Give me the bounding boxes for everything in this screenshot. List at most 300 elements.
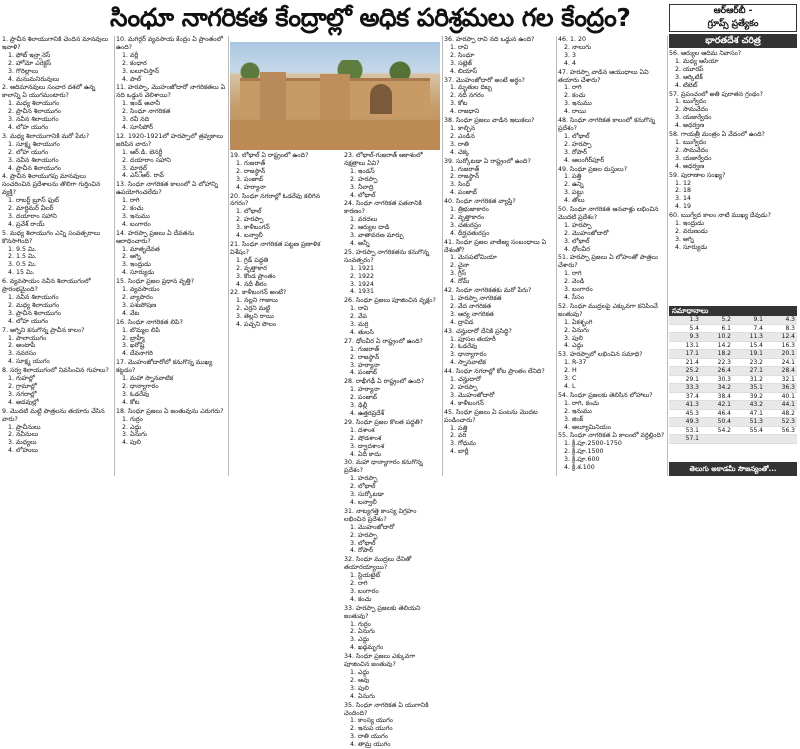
answer-cell: 40.1 xyxy=(765,392,797,401)
question-item xyxy=(2,408,112,455)
answer-cell: 26.4 xyxy=(701,367,733,376)
answer-option: 1. మాతృదేవత xyxy=(122,245,160,253)
question-item xyxy=(444,77,554,117)
question-item xyxy=(116,319,226,359)
answer-option: 3. ఇనుము xyxy=(564,100,592,108)
question-text: 24. సింధూ నాగరికత పతనానికి కారణం? xyxy=(344,200,422,216)
answer-option: 1. గుర్రం xyxy=(122,415,143,423)
answer-option: 1. వర్లీ xyxy=(122,51,139,59)
answer-row xyxy=(669,384,797,393)
answer-option: 3. నీలాద్రి xyxy=(350,183,374,191)
answer-option: 2. వేద నాగరికత xyxy=(450,302,492,310)
answer-option: 2. వృత్తాకారం xyxy=(450,213,485,221)
question-text: 46. 1. 20 xyxy=(558,36,587,43)
answer-option: 1. ఋగ్వేదం xyxy=(675,98,707,106)
answer-cell: 57.1 xyxy=(669,435,701,444)
answer-option: 4. లోహ యుగం xyxy=(8,317,49,325)
answer-option: 1. ప్రాచీనులు xyxy=(8,423,41,431)
answer-option: 4. 15 మి. xyxy=(8,269,35,277)
question-text: 20. సింధూ నగరాల్లో ఓడరేవు కలిగిన నగరం? xyxy=(230,192,321,208)
answer-cell: 13.1 xyxy=(669,341,701,350)
answer-option: 1. ఋగ్వేదం xyxy=(675,138,707,146)
question-item xyxy=(444,198,554,238)
question-text: 60. ఋగ్వేద కాలం నాటి ముఖ్య దేవుడు? xyxy=(669,212,771,220)
answer-option: 2. చైనా xyxy=(450,262,470,270)
question-item xyxy=(2,173,112,228)
answer-option: 1. 9.5 మి. xyxy=(8,245,37,253)
answer-option: 1. ఇండ్ అవానీ xyxy=(122,100,161,108)
answer-option: 4. వేట xyxy=(122,309,140,317)
answer-option: 1. హరప్పా xyxy=(564,221,592,229)
answer-cell: 51.3 xyxy=(733,418,765,427)
answer-option: 4. బంగారం xyxy=(122,220,151,228)
question-text: 13. సింధూ నాగరికత కాలంలో ఏ లోహాన్ని ఉపయోగించలేదు? xyxy=(116,181,218,197)
question-column-4 xyxy=(344,152,440,749)
answer-option: 4. టిబెట్ xyxy=(675,81,698,89)
question-item xyxy=(344,508,440,555)
answer-option: 3. ద్వాదశాంశ xyxy=(350,442,385,450)
answer-option: 2. వరుణుడు xyxy=(675,227,708,235)
answer-option: 4. ప్రాచీన శిలాయుగం xyxy=(8,164,61,172)
answer-option: 4. L xyxy=(564,382,576,390)
answer-option: 3. హర్యానా xyxy=(350,361,380,369)
answer-option: 2. 1.5 మి. xyxy=(8,253,37,261)
question-item xyxy=(116,181,226,228)
question-item xyxy=(444,328,554,368)
answer-cell: 19.1 xyxy=(733,350,765,359)
answer-cell: 5.2 xyxy=(701,316,733,324)
answer-option: 4. ఉత్తరప్రదేశ్ xyxy=(350,410,385,417)
answer-option: 1. ఎద్దు xyxy=(350,669,370,676)
answer-option: 3. C xyxy=(564,375,577,383)
question-text: 58. గాయత్రీ మంత్రం ఏ వేదంలో ఉంది? xyxy=(669,131,765,139)
question-item xyxy=(558,254,666,301)
answer-cell: 16.3 xyxy=(765,341,797,350)
question-text: 29. సింధూ ప్రజల కొలత పద్ధతి? xyxy=(344,418,424,426)
answer-cell: 49.3 xyxy=(669,418,701,427)
question-item xyxy=(669,131,797,171)
answer-option: 4. మనుమనిరువులు xyxy=(8,75,60,83)
answer-cell: 27.1 xyxy=(733,367,765,376)
question-item xyxy=(2,230,112,277)
question-text: 50. సింధూ నాగరికత ఆనవాళ్లు లభించిన మొదటి ప్రదేశం? xyxy=(558,206,659,221)
question-item xyxy=(344,556,440,603)
question-text: 33. హరప్పా ప్రజలకు తెలియని జంతువు? xyxy=(344,604,421,620)
answer-option: 3. కోట xyxy=(450,100,468,108)
answer-cell: 17.1 xyxy=(669,350,701,359)
question-item xyxy=(344,338,440,378)
answer-option: 1. హరప్పా నాగరికత xyxy=(450,295,502,302)
answer-option: 2. హరప్పా xyxy=(564,140,592,148)
badge-line-1: ఆర్ఆర్‌బీ - xyxy=(713,6,753,16)
question-item xyxy=(116,278,226,318)
question-column-7 xyxy=(669,50,797,304)
answer-cell: 48.2 xyxy=(765,409,797,418)
answer-cell: 24.1 xyxy=(765,358,797,367)
answer-option: 3. పులి xyxy=(564,334,583,342)
question-text: 38. సింధూ ప్రజలు వాడిన ఇటుకలు? xyxy=(444,117,535,125)
answer-option: 2. రాజస్థాన్ xyxy=(236,167,266,175)
answer-row xyxy=(669,435,797,444)
answer-option: 3. 1924 xyxy=(350,280,375,288)
answer-option: 1. రావి xyxy=(350,305,369,313)
question-text: 9. మొదటి మట్టి పాత్రలను తయారు చేసిన వారు? xyxy=(2,407,105,423)
answer-option: 1. వ్యవసాయం xyxy=(122,286,160,294)
answer-row xyxy=(669,333,797,342)
answer-cell: 44.1 xyxy=(765,401,797,410)
answer-option: 3. పులి xyxy=(350,684,369,692)
question-item xyxy=(558,351,666,391)
answer-option: 4. హర్యానా xyxy=(236,183,266,191)
question-item xyxy=(444,117,554,157)
question-item xyxy=(444,239,554,286)
answer-row xyxy=(669,392,797,401)
answer-option: 2. అంటాపీ xyxy=(8,342,36,350)
answer-cell: 7.4 xyxy=(733,324,765,333)
answer-option: 4. అధర్వణ xyxy=(675,122,705,130)
answer-option: 2. గ్రామాల్లో xyxy=(8,382,37,390)
answer-option: 1. మధ్య శిలాయుగం xyxy=(8,100,60,108)
answer-cell: 22.3 xyxy=(701,358,733,367)
answer-cell: 29.1 xyxy=(669,375,701,384)
answer-option: 4. తులసి xyxy=(350,328,374,336)
answer-option: 1. క్రీ.పూ.2500-1750 xyxy=(564,440,622,448)
answer-cell: 28.4 xyxy=(765,367,797,376)
question-item xyxy=(2,36,112,83)
question-column-3 xyxy=(230,152,340,478)
answer-cell: 38.4 xyxy=(701,392,733,401)
answer-option: 4. సూర్యుడు xyxy=(122,269,155,277)
answer-option: 3. ఆర్కిటిక్ xyxy=(675,73,703,81)
answer-option: 1. గుజరాత్ xyxy=(350,345,380,353)
answer-option: 1. దశాంశ xyxy=(350,426,375,434)
question-text: 6. వ్యవసాయం నవీన శిలాయుగంలో ప్రారంభమైంది? xyxy=(2,278,91,294)
answer-option: 2. యూరప్ xyxy=(675,65,704,73)
question-item xyxy=(344,605,440,652)
answer-row xyxy=(669,418,797,427)
answer-option: 4. దీర్ఘచతురస్రం xyxy=(450,229,490,237)
question-item xyxy=(558,36,666,68)
answer-option: 2. ఇనుము xyxy=(564,407,592,415)
question-text: 35. సింధూ నాగరికత ఏ యుగానికి చెందింది? xyxy=(344,701,429,717)
answer-option: 2. 18 xyxy=(675,187,692,195)
answer-cell: 20.1 xyxy=(765,350,797,359)
answer-option: 3. 3 xyxy=(564,51,577,59)
answer-option: 3. బలూచిస్తాన్ xyxy=(122,67,159,75)
answer-option: 3. గ్రీస్ xyxy=(450,270,467,278)
badge-line-2: గ్రూప్స్ ప్రత్యేకం xyxy=(707,19,759,29)
answer-option: 2. ఉన్ని xyxy=(564,181,584,189)
answer-option: 2. షోడశాంశ xyxy=(350,434,382,442)
answer-option: 3. ధాన్యాగారం xyxy=(450,351,487,359)
question-item xyxy=(116,84,226,131)
answer-row xyxy=(669,324,797,333)
question-item xyxy=(116,133,226,180)
question-text: 28. రాఖీగఢీ ఏ రాష్ట్రంలో ఉంది? xyxy=(344,378,425,386)
question-item xyxy=(2,278,112,325)
answer-cell: 54.2 xyxy=(701,426,733,435)
answer-cell xyxy=(701,435,733,444)
answer-key xyxy=(669,306,797,444)
answer-option: 1. గుర్రం xyxy=(350,620,371,628)
question-text: 47. హరప్పా వాడిన ఆయుధాలు ఏవి తయారు చేశారు? xyxy=(558,68,649,84)
answer-option: 3. సింధ్ xyxy=(450,181,471,189)
question-text: 49. సింధూ ప్రజల దుస్తులు? xyxy=(558,165,628,173)
question-text: 14. హరప్పా ప్రజలు ఏ దేవతను ఆరాధించారు? xyxy=(116,229,195,245)
answer-option: 4. అల్యూమినియం xyxy=(564,423,611,431)
answer-option: 3. ప్రాచీన శిలాయుగం xyxy=(8,309,61,317)
answer-option: 3. అగ్ని xyxy=(675,235,694,243)
answer-option: 4. ప్రవేశ్ రాయ్ xyxy=(8,220,45,228)
answer-option: 3. సట్లెజ్ xyxy=(450,59,472,67)
answer-option: 3. లోథాల్ xyxy=(564,237,590,245)
answer-cell: 12.4 xyxy=(765,333,797,342)
answer-option: 3. చతురస్రం xyxy=(450,221,482,229)
question-text: 34. సింధూ ప్రజలు ఎక్కువగా పూజించిన జంతువు? xyxy=(344,653,416,669)
question-text: 2. ఆదిమానవులు సంచార దశలో ఉన్న కాలాన్ని ఏ యుగమంటారు? xyxy=(2,84,96,100)
answer-option: 1. R-37 xyxy=(564,359,587,367)
answer-option: 1. వరదలు xyxy=(350,216,378,224)
question-text: 27. ధోలవీర ఏ రాష్ట్రంలో ఉంది? xyxy=(344,337,423,345)
answer-option: 2. ఎర్రని మట్టి xyxy=(236,305,271,313)
question-text: 42. సింధూ నాగరికతకు మరో పేరు? xyxy=(444,287,532,295)
answer-cell: 15.4 xyxy=(733,341,765,350)
answer-option: 3. వాతావరణ మార్పు xyxy=(350,232,404,240)
question-text: 18. సింధూ ప్రజలు ఏ జంతువును ఎరుగరు? xyxy=(116,407,224,415)
answer-cell: 1.3 xyxy=(669,316,701,324)
question-item xyxy=(669,50,797,90)
answer-option: 3. రవీ నది xyxy=(122,116,150,124)
answer-option: 1. చన్హుదారో xyxy=(450,376,481,384)
answer-option: 4. పంజాబ్ xyxy=(350,369,377,377)
answer-option: 1. హర్యానా xyxy=(350,386,380,394)
question-item xyxy=(344,297,440,337)
question-item xyxy=(558,69,666,116)
answer-option: 4. స్నానవాటిక xyxy=(450,359,486,367)
answer-cell: 36.3 xyxy=(765,384,797,393)
answer-option: 2. అగ్ని xyxy=(122,253,141,261)
question-item xyxy=(444,368,554,408)
answer-option: 3. లోథాల్ xyxy=(350,539,376,547)
answer-cell: 9.1 xyxy=(733,316,765,324)
credit-footer: తెలుగు అకాడమీ సౌజన్యంతో... xyxy=(669,462,797,476)
answer-option: 1. ఫోట్ ఇన్ర్గానెస్ xyxy=(8,51,51,59)
answer-option: 4. చెక్క xyxy=(450,148,470,156)
answer-option: 4. రోమ్ xyxy=(450,278,470,286)
answer-option: 3. యజుర్వేదం xyxy=(675,114,712,122)
answer-cell: 14.2 xyxy=(701,341,733,350)
answer-cell: 41.3 xyxy=(669,401,701,410)
answer-cell: 53.1 xyxy=(669,426,701,435)
answer-option: 4. ఏనుగు xyxy=(350,692,375,700)
answer-option: 1. రావి xyxy=(450,43,469,51)
answer-option: 3. పంజాబ్ xyxy=(236,175,263,183)
answer-option: 3. ఢిల్లీ xyxy=(350,402,368,410)
answer-option: 4. పాల్ xyxy=(122,75,141,83)
question-text: 45. సింధూ ప్రజలు ఏ పంటను మొదట పండించారు? xyxy=(444,408,538,424)
exam-badge xyxy=(669,4,797,32)
answer-option: 1. పూసల తయారీ xyxy=(450,335,496,343)
answer-row xyxy=(669,316,797,324)
answer-option: 2. వేప xyxy=(350,313,367,321)
answer-option: 2. ఎండిన xyxy=(450,132,475,140)
answer-cell: 10.2 xyxy=(701,333,733,342)
question-text: 52. సింధూ ముద్రలపై ఎక్కువగా కనిపించే జంతువు? xyxy=(558,302,658,318)
arch-gateway xyxy=(370,84,392,114)
answer-cell: 11.3 xyxy=(733,333,765,342)
question-item xyxy=(558,392,666,432)
answer-option: 2. ధాన్యాగారం xyxy=(122,382,159,390)
answer-option: 2. ఏనుగు xyxy=(350,628,375,636)
answer-cell: 23.2 xyxy=(733,358,765,367)
answer-cell: 4.3 xyxy=(765,316,797,324)
answer-option: 1. లోథాల్ xyxy=(564,132,590,140)
answer-option: 3. తెల్లని రాయి xyxy=(236,313,274,321)
question-item xyxy=(558,206,666,253)
answer-option: 2. సింధూ నాగరికత xyxy=(122,108,171,116)
answer-option: 2. వృత్తాకార xyxy=(236,264,267,272)
answer-option: 3. ఏనుగు xyxy=(122,431,147,439)
answer-option: 3. యజుర్వేదం xyxy=(675,154,712,162)
answer-cell: 9.3 xyxy=(669,333,701,342)
question-item xyxy=(344,249,440,296)
answer-option: 3. దయారాం సహాని xyxy=(8,212,57,220)
question-text: 5. మధ్య శిలాయుగం ఎన్ని సంవత్సరాలు కొనసాగింది? xyxy=(2,229,101,245)
answer-cell: 35.1 xyxy=(733,384,765,393)
answer-option: 4. పంజాబ్ xyxy=(450,189,477,197)
answer-option: 4. తోలు xyxy=(564,197,585,205)
answer-option: 3. రాతి xyxy=(450,140,469,148)
answer-option: 2. లోహ యుగం xyxy=(8,148,49,156)
answer-cell: 33.3 xyxy=(669,384,701,393)
question-item xyxy=(558,432,666,472)
answer-option: 4. సూర్యుడు xyxy=(675,243,708,251)
archaeological-site-photo xyxy=(230,42,440,150)
answer-option: 3. కొండ ప్రాంతం xyxy=(236,272,276,280)
question-text: 55. సింధూ నాగరికత ఏ కాలంలో వర్ధిల్లింది? xyxy=(558,432,665,440)
answer-option: 4. ఏదీ కాదు xyxy=(350,450,382,458)
question-item xyxy=(116,408,226,448)
answer-cell: 6.1 xyxy=(701,324,733,333)
ground xyxy=(230,120,440,150)
answer-option: 1. కాంస్య యుగం xyxy=(350,717,393,725)
question-text: 7. అగ్నిని కనుగొన్న ప్రాచీన కాలం? xyxy=(2,326,85,334)
answer-option: 1. 12 xyxy=(675,179,692,187)
answer-option: 4. ధోలవీర xyxy=(564,245,590,253)
answer-option: 3. గోధుమ xyxy=(450,440,476,448)
answer-option: 4. అన్నీ xyxy=(350,239,370,247)
answer-option: 2. సామవేదం xyxy=(675,146,709,154)
answer-option: 2. బ్రాహ్మీ xyxy=(122,334,145,342)
answer-row xyxy=(669,341,797,350)
question-column-5 xyxy=(444,36,554,478)
question-item xyxy=(116,36,226,83)
question-text: 19. లోథాల్ ఏ రాష్ట్రంలో ఉంది? xyxy=(230,152,309,159)
question-text: 11. హరప్పా, మొహంజోదారో నాగరికతలు ఏ నది ఒడ్డున వెలిశాయి? xyxy=(116,84,226,100)
answer-option: 2. కంచు xyxy=(564,92,586,100)
answer-option: 4. 4 xyxy=(564,59,577,67)
answer-option: 1. గుహల్లో xyxy=(8,375,35,383)
question-item xyxy=(230,289,340,329)
answer-option: 1. ఇంద్రుడు xyxy=(675,220,705,228)
question-item xyxy=(344,200,440,247)
answer-option: 4. బియాస్ xyxy=(450,67,478,75)
answer-option: 1. 1921 xyxy=(350,264,375,272)
answer-option: 2. రాజస్థాన్ xyxy=(350,353,380,361)
answer-option: 3. ఇంద్రుడు xyxy=(122,261,152,269)
answer-option: 2. క్రీ.పూ.1500 xyxy=(564,448,604,456)
answer-option: 1. రాగి, కంచు xyxy=(564,399,600,407)
section-label: భారతదేశ చరిత్ర xyxy=(669,34,797,48)
question-text: 40. సింధూ నాగరికత వ్యాప్తి? xyxy=(444,198,516,206)
answer-option: 3. కాళీబంగన్ xyxy=(236,224,270,232)
question-text: 12. 1920-1921లో హరప్పాలో త్రవ్వకాలు జరిపిన వారు? xyxy=(116,132,224,148)
answer-option: 2. హరప్పా xyxy=(236,216,264,224)
answer-option: 1. మధ్య ఆసియా xyxy=(675,57,719,65)
answer-option: 3. ఖరోష్టి xyxy=(122,342,145,350)
answer-option: 2. నవీనులు xyxy=(8,431,39,439)
question-item xyxy=(558,166,666,206)
question-text: 30. మహా ధాన్యాగారం కనుగొన్న ప్రదేశం? xyxy=(344,459,423,475)
answer-option: 3. ఇనుము xyxy=(122,212,150,220)
question-column-6 xyxy=(558,36,666,478)
answer-option: 3. మర్రి xyxy=(350,321,369,329)
brick-tower xyxy=(320,74,350,120)
question-text: 51. హరప్పా ప్రజలు ఏ లోహంతో పాత్రలు చేశారు? xyxy=(558,254,658,270)
question-item xyxy=(230,152,340,192)
answer-option: 4. రాజధాని xyxy=(450,108,480,116)
question-text: 39. సుర్కోటడా ఏ రాష్ట్రంలో ఉంది? xyxy=(444,157,531,165)
answer-cell: 47.1 xyxy=(733,409,765,418)
answer-option: 3. మొహంజోదారో xyxy=(450,391,495,399)
question-text: 56. ఆర్యుల ఆదిమ నివాసం? xyxy=(669,50,742,57)
question-item xyxy=(558,303,666,350)
answer-option: 2. హరప్పా xyxy=(350,531,378,539)
question-item xyxy=(444,158,554,198)
answer-option: 3. బంగారం xyxy=(564,286,593,294)
answer-option: 2. వ్యాపారం xyxy=(122,294,153,301)
answer-cell: 45.3 xyxy=(669,409,701,418)
answer-option: 4. బార్లీ xyxy=(450,448,469,456)
answer-option: 1. రాగి xyxy=(564,270,582,278)
question-text: 26. సింధూ ప్రజలు పూజించిన వృక్షం? xyxy=(344,297,436,305)
answer-cell: 46.4 xyxy=(701,409,733,418)
answer-option: 1. పత్తి xyxy=(564,173,582,181)
answer-option: 1. ఆర్.డి. బెనర్జీ xyxy=(122,148,163,156)
answer-cell: 34.2 xyxy=(701,384,733,393)
answer-cell: 25.2 xyxy=(669,367,701,376)
answer-option: 1. స్టియటైట్ xyxy=(350,572,381,580)
answer-cell: 42.1 xyxy=(701,401,733,410)
answer-option: 4. అడవుల్లో xyxy=(8,398,39,406)
answer-option: 1. మహా స్నానవాటిక xyxy=(122,375,174,383)
question-text: 36. హరప్పా రావి నది ఒడ్డున ఉంది? xyxy=(444,36,535,43)
answer-option: 3. ఎద్దు xyxy=(350,636,370,644)
question-item xyxy=(116,230,226,277)
answer-cell: 39.2 xyxy=(733,392,765,401)
answer-option: 4. సీసం xyxy=(564,294,585,301)
answer-option: 2. H xyxy=(564,367,577,375)
answer-option: 3. 14 xyxy=(675,195,692,203)
question-text: 25. హరప్పా నాగరికతను కనుగొన్న సంవత్సరం? xyxy=(344,248,430,264)
answer-option: 4. లోహులు xyxy=(8,447,38,455)
answer-option: 2. దయారాం సహాని xyxy=(122,156,171,164)
column-divider xyxy=(442,36,443,476)
answer-option: 2. హోమో ఎరెక్టస్ xyxy=(8,59,52,67)
question-text: 17. మొహంజోదారోలో కనుగొన్న ముఖ్య కట్టడం? xyxy=(116,359,213,375)
question-text: 59. పురాణాల సంఖ్య? xyxy=(669,171,726,179)
answer-option: 1. త్రిభుజాకారం xyxy=(450,206,489,214)
